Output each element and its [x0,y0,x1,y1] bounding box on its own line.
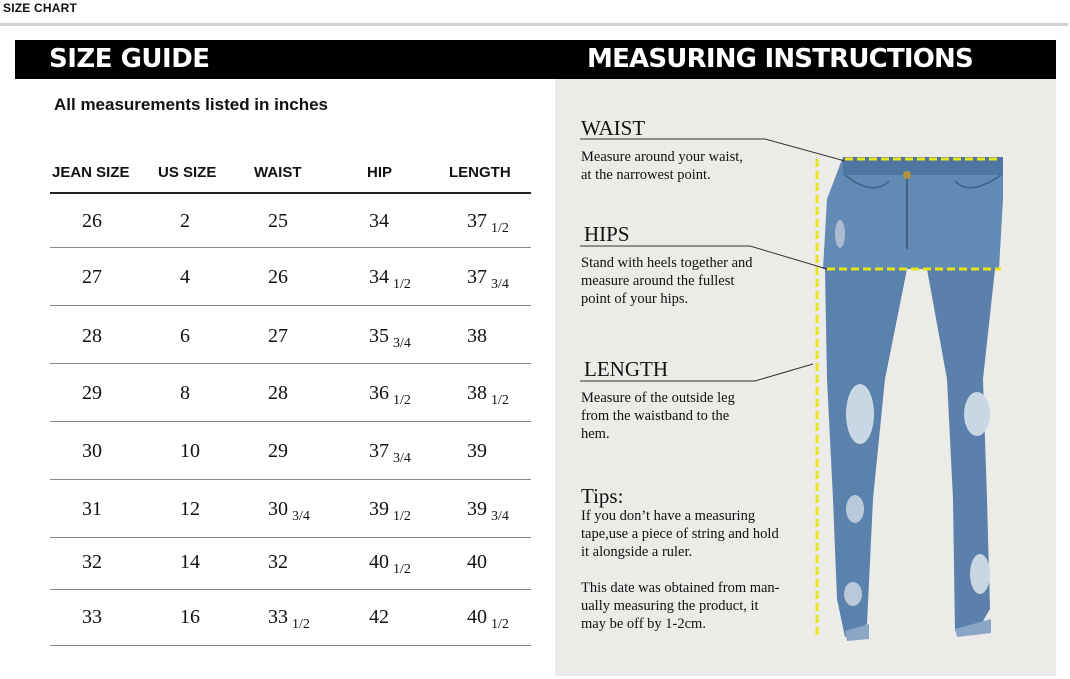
cell-value: 39 [467,498,487,520]
cell-value: 38 [467,325,487,347]
cell-hip [369,266,411,292]
cell-value: 40 [467,606,487,628]
cell-hip [369,606,389,629]
cell-fraction: 1/2 [393,562,411,577]
cell-value: 35 [369,325,389,347]
cell-waist [268,606,310,632]
cell-fraction: 3/4 [292,509,310,524]
cell-length [467,210,509,236]
cell-value: 32 [268,551,288,573]
cell-jean-size [82,606,102,629]
cell-value: 26 [82,210,102,232]
cell-value: 30 [268,498,288,520]
col-header-length: LENGTH [449,164,511,181]
cell-value: 25 [268,210,288,232]
cell-value: 33 [268,606,288,628]
cell-us-size [180,440,200,463]
cell-fraction: 3/4 [393,336,411,351]
cell-value: 42 [369,606,389,628]
cell-waist [268,210,288,233]
cell-value: 39 [467,440,487,462]
cell-value: 4 [180,266,190,288]
cell-hip [369,498,411,524]
row-divider [50,589,531,590]
col-header-waist: WAIST [254,164,302,181]
cell-us-size [180,266,190,289]
cell-us-size [180,606,200,629]
hips-title: HIPS [584,222,630,246]
length-text: Measure of the outside leg from the waistband to the hem. [581,390,735,442]
cell-value: 26 [268,266,288,288]
col-header-jean-size: JEAN SIZE [52,164,130,181]
cell-value: 34 [369,266,389,288]
row-divider [50,305,531,306]
measuring-instructions-heading: MEASURING INSTRUCTIONS [587,44,973,74]
cell-value: 32 [82,551,102,573]
cell-fraction: 1/2 [491,221,509,236]
cell-fraction: 1/2 [491,393,509,408]
cell-value: 27 [82,266,102,288]
cell-value: 40 [467,551,487,573]
cell-value: 39 [369,498,389,520]
cell-value: 8 [180,382,190,404]
cell-length [467,551,487,574]
cell-jean-size [82,210,102,233]
row-divider [50,421,531,422]
cell-value: 37 [369,440,389,462]
waist-title: WAIST [581,116,646,140]
cell-value: 6 [180,325,190,347]
title-divider [0,23,1068,26]
cell-value: 37 [467,266,487,288]
cell-length [467,498,509,524]
cell-jean-size [82,440,102,463]
cell-jean-size [82,498,102,521]
disclaimer-text: This date was obtained from man- ually measuring the product, it may be off by 1-2cm. [581,580,780,632]
cell-value: 34 [369,210,389,232]
cell-value: 31 [82,498,102,520]
cell-fraction: 3/4 [393,451,411,466]
cell-value: 29 [82,382,102,404]
cell-value: 2 [180,210,190,232]
cell-hip [369,325,411,351]
row-divider [50,363,531,364]
cell-value: 29 [268,440,288,462]
hips-text: Stand with heels together and measure around the fullest point of your hips. [581,255,753,307]
tips-text: If you don’t have a measuring tape,use a piece of string and hold it alongside a ruler. [581,508,779,560]
cell-us-size [180,382,190,405]
cell-waist [268,325,288,348]
row-divider [50,537,531,538]
cell-fraction: 3/4 [491,509,509,524]
cell-length [467,382,509,408]
cell-length [467,606,509,632]
row-divider [50,645,531,646]
cell-hip [369,440,411,466]
cell-value: 27 [268,325,288,347]
cell-hip [369,551,411,577]
length-title: LENGTH [584,357,668,381]
cell-waist [268,266,288,289]
cell-fraction: 1/2 [393,393,411,408]
cell-value: 40 [369,551,389,573]
cell-us-size [180,325,190,348]
cell-value: 16 [180,606,200,628]
cell-us-size [180,551,200,574]
cell-hip [369,210,389,233]
cell-waist [268,382,288,405]
cell-hip [369,382,411,408]
cell-value: 14 [180,551,200,573]
col-header-hip: HIP [367,164,393,181]
measuring-panel [555,79,1056,676]
row-divider [50,479,531,480]
cell-waist [268,551,288,574]
page-title: SIZE CHART [3,1,77,15]
cell-value: 12 [180,498,200,520]
cell-value: 38 [467,382,487,404]
cell-length [467,325,487,348]
cell-fraction: 1/2 [491,617,509,632]
cell-value: 28 [268,382,288,404]
cell-value: 10 [180,440,200,462]
cell-value: 30 [82,440,102,462]
cell-fraction: 1/2 [393,277,411,292]
tips-title: Tips: [581,484,624,508]
cell-value: 33 [82,606,102,628]
row-divider [50,247,531,248]
cell-jean-size [82,551,102,574]
cell-value: 37 [467,210,487,232]
cell-value: 28 [82,325,102,347]
cell-fraction: 3/4 [491,277,509,292]
cell-fraction: 1/2 [393,509,411,524]
cell-length [467,440,487,463]
cell-waist [268,498,310,524]
col-header-us-size: US SIZE [158,164,217,181]
cell-value: 36 [369,382,389,404]
cell-waist [268,440,288,463]
cell-jean-size [82,325,102,348]
cell-us-size [180,210,190,233]
waist-text: Measure around your waist, at the narrowest point. [581,149,743,183]
cell-us-size [180,498,200,521]
cell-length [467,266,509,292]
size-guide-heading: SIZE GUIDE [49,44,210,74]
cell-fraction: 1/2 [292,617,310,632]
cell-jean-size [82,266,102,289]
table-header-rule [50,192,531,194]
header-bar [15,40,1056,79]
units-note: All measurements listed in inches [54,95,328,114]
cell-jean-size [82,382,102,405]
